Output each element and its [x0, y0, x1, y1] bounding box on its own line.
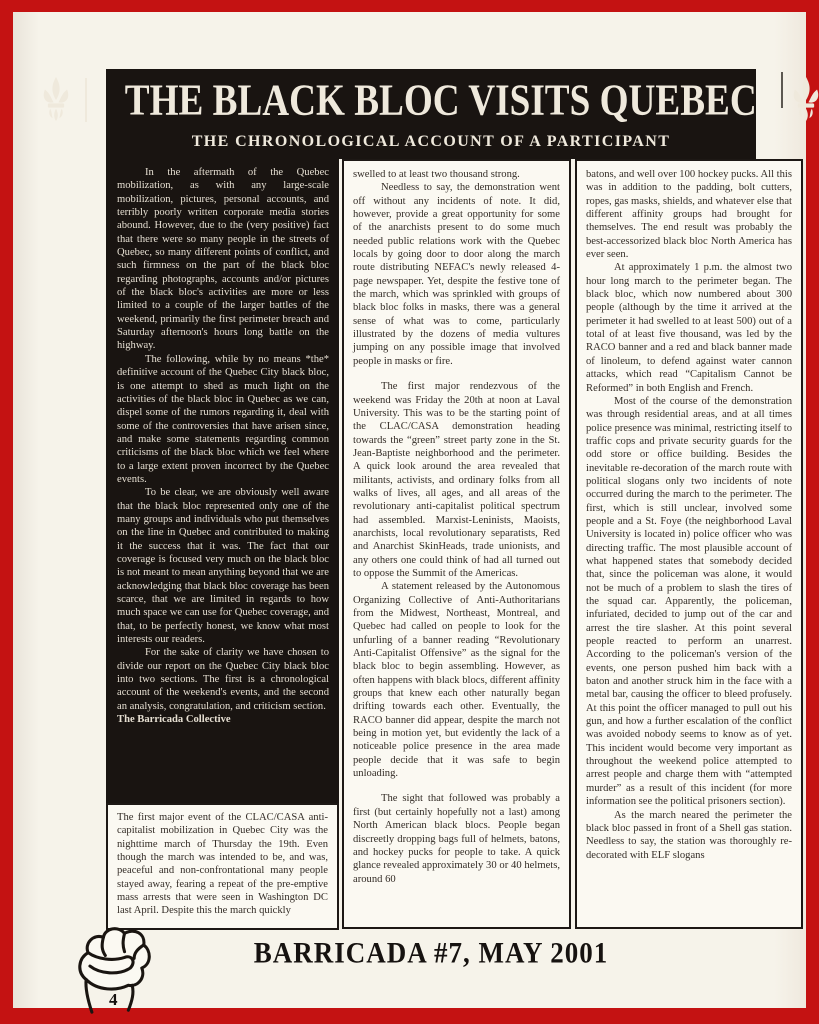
- paragraph: A statement released by the Autonomous Organizing Collective of Anti-Authoritarians from the Midwest, Northeast, Montreal, and Quebec had called on people to look for the unfurling of a banner reading “Revolutionary Anti-Capitalist Offensive” as the signal for the black bloc to begin assembling. However, as often happens with black blocs, different affinity groups that knew each other naturally began drifting towards each other. Eventually, the RACO banner did appear, despite the march not being in motion yet, but evidently the lack of a noticeable police presence in the area made people decide that it was safe to begin unloading.: [353, 581, 560, 780]
- page-subtitle: THE CHRONOLOGICAL ACCOUNT OF A PARTICIPANT: [191, 133, 671, 150]
- paragraph: The first major rendezvous of the weekend was Friday the 20th at noon at Laval University. This was to be the starting point of the CLAC/CASA demonstration heading towards the “green” street party zone in the St. Jean-Baptiste neighborhood and the perimeter. A quick look around the area revealed that militants, activists, and ordinary folks from all walks of lives, all ages, and all areas of the revolutionary anti-capitalist political spectrum had assembled. Marxist-Leninists, Maoists, anarchists, local revolutionary separatists, Red and Anarchist SkinHeads, trade unionists, and any others one could think of had all turned out to oppose the Summit of the Americas.: [353, 381, 560, 579]
- page-number: 4: [109, 990, 118, 1009]
- column-3: [575, 159, 803, 929]
- byline: The Barricada Collective: [117, 714, 231, 726]
- paragraph: In the aftermath of the Quebec mobilization, as with any large-scale mobilization, pictures, personal accounts, and terribly poorly written corporate media stories abound. However, due to the (very positive) fact that there were so many people in the streets of Quebec, so many different points of conflict, and such firmness on the part of the black bloc regarding photographs, accounts and/or pictures of the black bloc's activities are more or less limited to a couple of the larger battles of the weekend, primarily the first perimeter breach and Saturday afternoon's hours long battle on the highway.: [117, 167, 329, 352]
- scan-tick-mark: [781, 72, 783, 108]
- paragraph: The sight that followed was probably a first (but certainly hopefully not a last) among North American black blocs. People began discreetly dropping bags full of helmets, batons, and hockey pucks for people to take. A quick glance revealed approximately 30 or 40 helmets, around 60: [353, 793, 560, 885]
- paragraph: Needless to say, the demonstration went off without any incidents of note. It did, however, provide a great opportunity for some of the anarchists present to do some much needed public relations work with the Quebec locals by going door to door along the march route distributing NEFAC's newly released 4-page newspaper. Yet, despite the festive tone of the march, which was sprinkled with groups of black bloc folks in masks, there was a general sense of what was to come, particularly illustrated by the dozens of media vultures jumping on any possible image that involved people in masks or fire.: [353, 182, 560, 367]
- intro-column-inverted: [106, 158, 339, 803]
- paragraph: As the march neared the perimeter the black bloc passed in front of a Shell gas station. Needless to say, the station was thoroughly re-decorated with ELF slogans: [586, 809, 792, 861]
- paragraph: The following, while by no means *the* definitive account of the Quebec City black bloc, is one attempt to shed as much light on the activities of the black bloc in Quebec as we can, dispel some of the rumors regarding it, deal with some of the controversies that have arisen since, and make some statements regarding common criticisms of the black bloc which we feel where to a large extent proven incorrect by the Quebec events.: [117, 353, 329, 485]
- fleur-de-lis-icon: [41, 76, 71, 124]
- page-paper: [13, 12, 806, 1008]
- column-1-continued: [106, 803, 339, 930]
- header-banner: [106, 69, 756, 159]
- paragraph: At approximately 1 p.m. the almost two hour long march to the perimeter began. The black bloc, which now numbered about 300 people (although by the time it arrived at the perimeter it had swelled to at least 500) out of a total of at least five thousand, was led by the RACO banner and a red and black banner made of linoleum, to defend against water cannon attacks, which read “Capitalism Cannot be Reformed” in both English and French.: [586, 262, 792, 394]
- paragraph: The first major event of the CLAC/CASA anti-capitalist mobilization in Quebec City was the nighttime march of Thursday the 19th. Even though the march was intended to be, and was, peaceful and non-confrontational many people stayed away, fearing a repeat of the pre-emptive mass arrests that were seen in Washington DC last April. Despite this the march quickly: [117, 812, 328, 917]
- issue-line: BARRICADA #7, MAY 2001: [253, 936, 609, 970]
- paragraph: For the sake of clarity we have chosen to divide our report on the Quebec City black bloc into two sections. The first is a chronological account of the weekend's events, and the second an analysis, congratulation, and criticism section.: [117, 647, 329, 712]
- title-divider: [85, 78, 87, 122]
- paragraph: batons, and well over 100 hockey pucks. All this was in addition to the padding, bolt cutters, ropes, gas masks, shields, and whatever else that different affinity groups had brought for themselves. The end result was probably the best-accessorized black bloc North America has ever seen.: [586, 169, 792, 261]
- paragraph: To be clear, we are obviously well aware that the black bloc represented only one of the many groups and individuals who put themselves on the line in Quebec and contributed to making it the success that it was. The fact that our coverage is focused very much on the black bloc is not meant to mean anything beyond that we are acknowledging that black bloc coverage has been scarce, that we are limited in regards to how much space we can use for Quebec coverage, and that, to be perfectly honest, we know what most interests our readers.: [117, 487, 329, 646]
- page-title: THE BLACK BLOC VISITS QUEBEC: [125, 74, 757, 125]
- fleur-de-lis-icon: [791, 76, 819, 124]
- paragraph: Most of the course of the demonstration was through residential areas, and at all times police presence was minimal, restricting itself to traffic cops and private security guards for the odd store or office building. Besides the inevitable re-decoration of the march route with political slogans only two incidents of note occurred during the march to the perimeter. The first, which is still unclear, involved some people and a St. Foye (the neighborhood Laval University is located in) police officer who was directing traffic. The most plausible account of what happened states that somebody decided that, since the policeman was alone, it would not be much of a problem to slash the tires of the squad car. Apparently, the policeman, infuriated, decided to jump out of the car and arrest the tire slasher. At this point several people reacted to perform an unarrest. According to the policeman's version of the events, one person pushed him back with a baton and another struck him in the face with a metal bar, causing the officer to bleed profusely. At this point the officer managed to pull out his gun, and how a further escalation of the conflict was avoided nobody seems to know as of yet. This incident would become very important as throughout the weekend police attempted to arrest people and charge them with “attempted murder” as a result of this incident (for more information see the political prisoners section).: [586, 395, 792, 808]
- column-2: [342, 159, 571, 929]
- header-title-row: [41, 71, 819, 129]
- paragraph: swelled to at least two thousand strong.: [353, 169, 520, 180]
